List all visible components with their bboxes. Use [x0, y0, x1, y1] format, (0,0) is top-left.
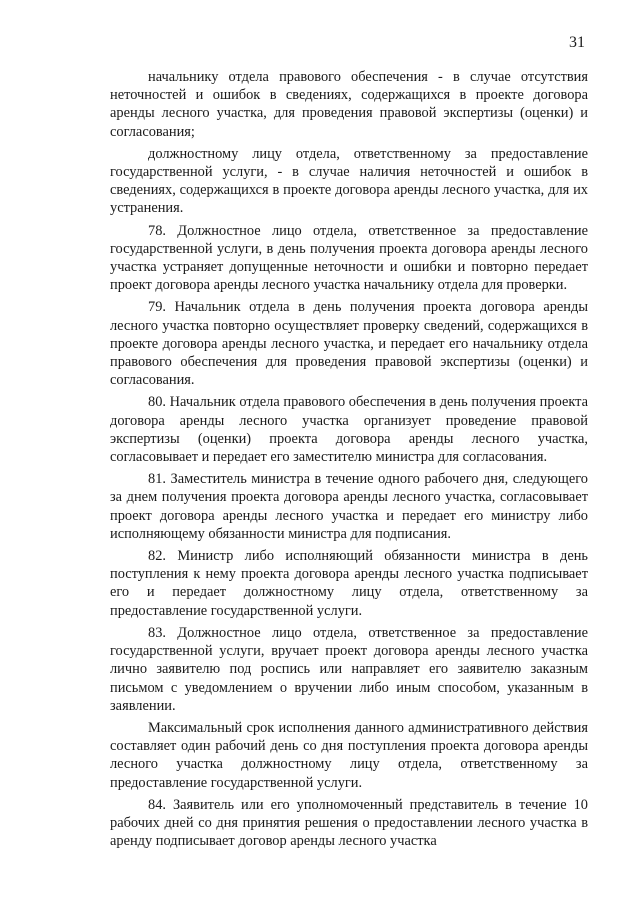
- paragraph: 78. Должностное лицо отдела, ответственное за предоставление государственной услуги, в день получения проекта договора аренды лесного участка устраняет допущенные неточности и ошибки и повторно передает проект договора аренды лесного участка начальнику отдела для проверки.: [110, 222, 588, 294]
- paragraph: начальнику отдела правового обеспечения - в случае отсутствия неточностей и ошибок в сведениях, содержащихся в проекте договора аренды лесного участка, для проведения правовой экспертизы (оценки) и согласования;: [110, 69, 588, 140]
- paragraph: 82. Министр либо исполняющий обязанности министра в день поступления к нему проекта договора аренды лесного участка подписывает его и передает должностному лицу отдела, ответственному за предоставление государственной услуги.: [110, 548, 588, 619]
- page-number: 31: [569, 34, 585, 51]
- paragraph: Максимальный срок исполнения данного административного действия составляет один рабочий день со дня поступления проекта договора аренды лесного участка должностному лицу отдела, ответственному за предоставление государственной услуги.: [110, 719, 588, 791]
- paragraph: 79. Начальник отдела в день получения проекта договора аренды лесного участка повторно осуществляет проверку сведений, содержащихся в проекте договора аренды лесного участка, и передает его начальнику отдела правового обеспечения для проведения правовой экспертизы (оценки) и согласования.: [110, 299, 588, 389]
- paragraph: 84. Заявитель или его уполномоченный представитель в течение 10 рабочих дней со дня принятия решения о предоставлении лесного участка в аренду подписывает договор аренды лесного участка: [110, 796, 588, 850]
- paragraph: 80. Начальник отдела правового обеспечения в день получения проекта договора аренды лесного участка организует проведение правовой экспертизы (оценки) проекта договора аренды лесного участка, согласовывает и передает его заместителю министра для согласования.: [110, 394, 588, 466]
- paragraph: 81. Заместитель министра в течение одного рабочего дня, следующего за днем получения проекта договора аренды лесного участка, согласовывает проект договора аренды лесного участка и передает его министру либо исполняющему обязанности министра для подписания.: [110, 471, 588, 542]
- paragraph: 83. Должностное лицо отдела, ответственное за предоставление государственной услуги, вручает проект договора аренды лесного участка лично заявителю под роспись или направляет его заявителю заказным письмом с уведомлением о вручении либо иным способом, указанным в заявлении.: [110, 624, 588, 714]
- paragraph: должностному лицу отдела, ответственному за предоставление государственной услуги, - в случае наличия неточностей и ошибок в сведениях, содержащихся в проекте договора аренды лесного участка, для их устранения.: [110, 145, 588, 217]
- document-body: [110, 68, 588, 854]
